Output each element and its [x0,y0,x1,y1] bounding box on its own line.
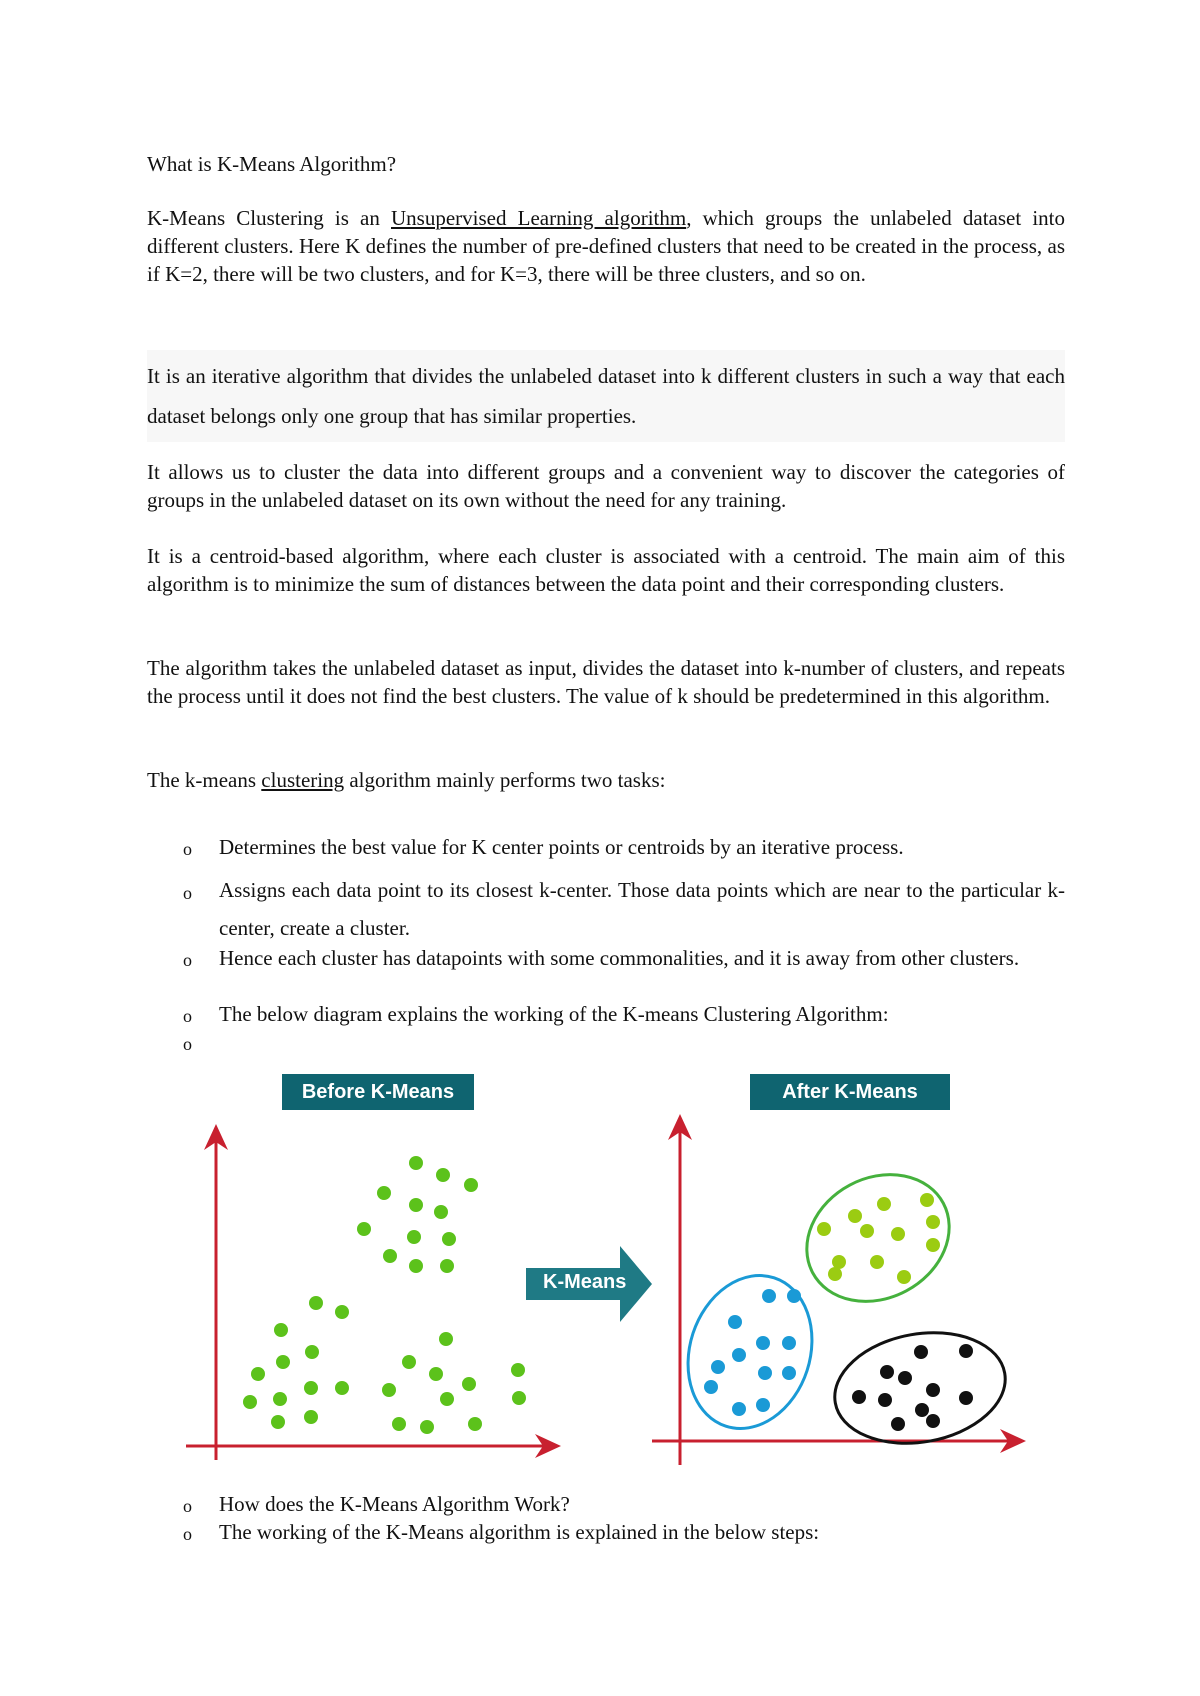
list-item-text: Determines the best value for K center points or centroids by an iterative process. [219,835,904,859]
scatter-point [420,1420,434,1434]
scatter-point [832,1255,846,1269]
scatter-point [309,1296,323,1310]
scatter-point [243,1395,257,1409]
scatter-point [273,1392,287,1406]
scatter-point [407,1230,421,1244]
before-kmeans-label: Before K-Means [282,1074,474,1110]
intro-text-before: K-Means Clustering is an [147,206,391,230]
bullet-marker: o [183,839,192,859]
scatter-point [392,1417,406,1431]
green-cluster-ring [784,1150,971,1325]
scatter-point [891,1417,905,1431]
scatter-point [728,1315,742,1329]
scatter-point [915,1403,929,1417]
page-title: What is K-Means Algorithm? [147,152,397,176]
scatter-point [436,1168,450,1182]
scatter-point [782,1336,796,1350]
tasks-text-before: The k-means [147,768,262,792]
bullet-marker: o [183,1496,192,1516]
scatter-point [848,1209,862,1223]
scatter-point [926,1383,940,1397]
scatter-point [880,1365,894,1379]
scatter-point [462,1377,476,1391]
scatter-point [920,1193,934,1207]
scatter-point [758,1366,772,1380]
blue-cluster-ring [669,1259,831,1444]
scatter-point [756,1398,770,1412]
unsupervised-learning-link[interactable]: Unsupervised Learning algorithm [391,206,687,230]
scatter-point [762,1289,776,1303]
scatter-point [271,1415,285,1429]
scatter-point [276,1355,290,1369]
scatter-point [468,1417,482,1431]
list-item-text: The below diagram explains the working of the K-means Clustering Algorithm: [219,1002,889,1026]
scatter-point [335,1381,349,1395]
bullet-marker: o [183,1524,192,1544]
scatter-point [511,1363,525,1377]
scatter-point [926,1238,940,1252]
scatter-point [959,1391,973,1405]
intro-text-after: , which groups the unlabeled dataset into different clusters. Here K defines the number of pre-defined clusters that need to be created in the process, as if K=2, there will be two clusters, and for K=3, there will be three clusters, and so on. [147,206,1065,286]
scatter-point [711,1360,725,1374]
highlighted-paragraph: It is an iterative algorithm that divides the unlabeled dataset into k different clusters in such a way that each dataset belongs only one group that has similar properties. [147,350,1065,442]
scatter-point [782,1366,796,1380]
scatter-point [251,1367,265,1381]
scatter-point [335,1305,349,1319]
scatter-point [852,1390,866,1404]
scatter-point [357,1222,371,1236]
scatter-point [377,1186,391,1200]
scatter-point [704,1380,718,1394]
scatter-point [756,1336,770,1350]
scatter-point [828,1267,842,1281]
scatter-point [787,1289,801,1303]
bullet-marker: o [183,950,192,970]
paragraph-cluster-groups: It allows us to cluster the data into different groups and a convenient way to discover the categories of groups in the unlabeled dataset on its own without the need for any training. [147,460,1065,512]
scatter-point [926,1215,940,1229]
scatter-point [817,1222,831,1236]
scatter-point [304,1381,318,1395]
scatter-point [926,1414,940,1428]
scatter-point [878,1393,892,1407]
scatter-point [870,1255,884,1269]
scatter-point [409,1198,423,1212]
scatter-point [304,1410,318,1424]
bullet-marker: o [183,883,192,903]
scatter-point [897,1270,911,1284]
scatter-point [409,1156,423,1170]
bullet-marker: o [183,1006,192,1026]
scatter-point [402,1355,416,1369]
scatter-point [732,1402,746,1416]
scatter-point [898,1371,912,1385]
scatter-point [959,1344,973,1358]
list-item-text: The working of the K-Means algorithm is explained in the below steps: [219,1520,820,1544]
after-points [704,1193,973,1431]
kmeans-arrow-label: K-Means [543,1271,627,1293]
scatter-point [439,1332,453,1346]
scatter-point [442,1232,456,1246]
list-item-text: How does the K-Means Algorithm Work? [219,1492,570,1516]
scatter-point [512,1391,526,1405]
scatter-point [429,1367,443,1381]
scatter-point [274,1323,288,1337]
scatter-point [434,1205,448,1219]
before-axes [186,1124,561,1460]
scatter-point [877,1197,891,1211]
scatter-point [860,1224,874,1238]
paragraph-centroid: It is a centroid-based algorithm, where each cluster is associated with a centroid. The main aim of this algorithm is to minimize the sum of distances between the data point and their corresponding clusters. [147,544,1065,596]
tasks-text-after: algorithm mainly performs two tasks: [344,768,666,792]
bullet-marker: o [183,1034,192,1054]
before-points [243,1156,526,1434]
scatter-point [305,1345,319,1359]
after-kmeans-label: After K-Means [750,1074,950,1110]
scatter-point [464,1178,478,1192]
scatter-point [409,1259,423,1273]
scatter-point [440,1259,454,1273]
list-item-text: Assigns each data point to its closest k-center. Those data points which are near to the particular k-center, create a cluster. [219,878,1065,940]
list-item-text: Hence each cluster has datapoints with some commonalities, and it is away from other clusters. [219,946,1020,970]
paragraph-algorithm-input: The algorithm takes the unlabeled dataset as input, divides the dataset into k-number of clusters, and repeats the process until it does not find the best clusters. The value of k should be predetermined in this algorithm. [147,656,1065,708]
scatter-point [382,1383,396,1397]
scatter-point [891,1227,905,1241]
scatter-point [914,1345,928,1359]
scatter-point [440,1392,454,1406]
scatter-point [383,1249,397,1263]
clustering-link[interactable]: clustering [261,768,345,792]
black-cluster-ring [826,1320,1014,1456]
scatter-point [732,1348,746,1362]
